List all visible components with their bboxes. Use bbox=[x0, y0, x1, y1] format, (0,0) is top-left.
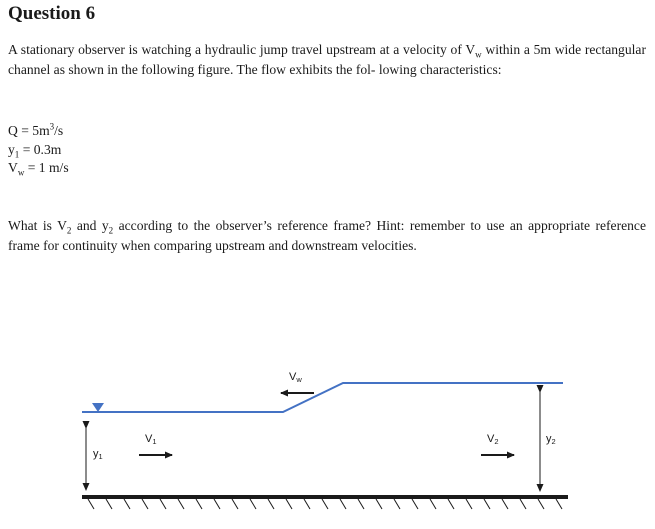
upstream-velocity-label: V1 bbox=[145, 433, 157, 446]
free-surface-marker-icon bbox=[92, 403, 104, 412]
question-title: Question 6 bbox=[8, 3, 96, 24]
problem-statement: A stationary observer is watching a hydraulic jump travel upstream at a velocity of $V_w$ within a 5m wide rectangular channel as shown in the following figure. The flow exhibits the fol- lowing characteristics: bbox=[8, 42, 646, 77]
downstream-depth-label: y2 bbox=[546, 433, 556, 446]
jump-velocity-label: Vw bbox=[289, 371, 302, 384]
given-flow-rate: $Q = 5m^3/s$ bbox=[8, 121, 64, 138]
channel-bed-hatching bbox=[88, 499, 562, 509]
question-prompt: What is $V_2$ and $y_2$ according to the observer’s reference frame? Hint: remember to use an appropriate reference frame for continuity when comparing upstream and downstream velocities. bbox=[8, 218, 646, 253]
given-jump-velocity: $V_w = 1$ m/s bbox=[8, 160, 69, 178]
upstream-depth-label: y1 bbox=[93, 448, 103, 461]
given-upstream-depth: $y_1 = 0.3m$ bbox=[8, 142, 62, 160]
water-surface bbox=[82, 383, 563, 412]
downstream-velocity-label: V2 bbox=[487, 433, 499, 446]
